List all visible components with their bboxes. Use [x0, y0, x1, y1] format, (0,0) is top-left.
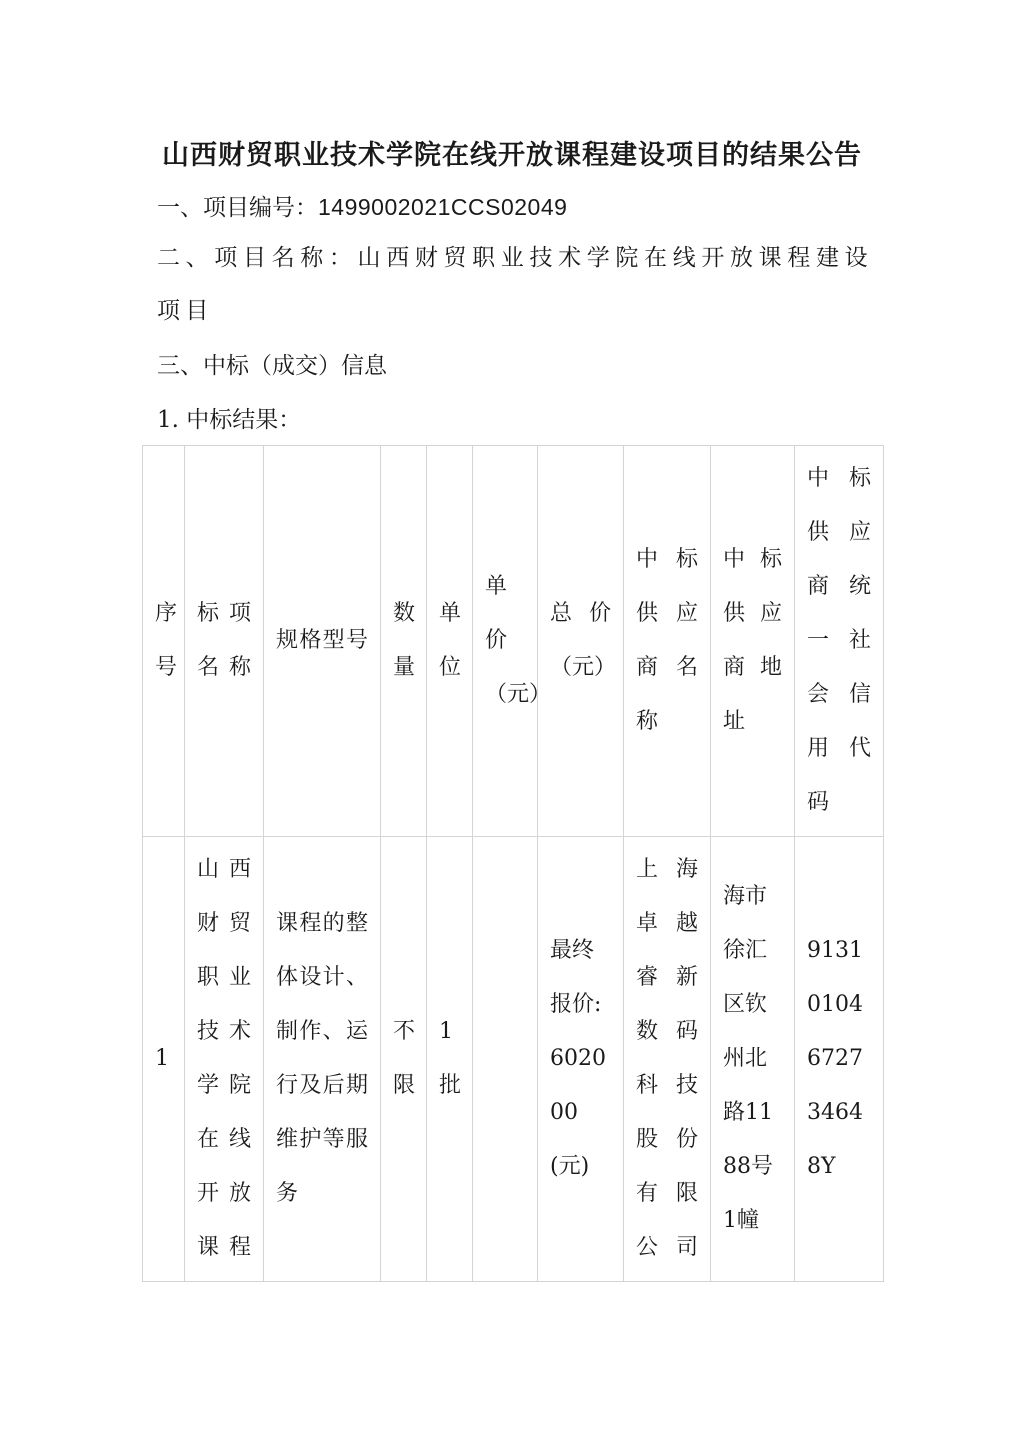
header-cell: 总价（元）	[538, 446, 624, 837]
cell-supplier-name: 上海卓越睿新数码科技股份有限公司	[624, 837, 711, 1282]
table-row	[143, 837, 884, 1282]
cell-credit-code: 91310104672734648Y	[795, 837, 884, 1282]
cell-total-price: 最终报价:602000(元)	[538, 837, 624, 1282]
cell-index: 1	[143, 837, 185, 1282]
project-number-value: 1499002021CCS02049	[318, 194, 568, 220]
header-cell: 数量	[381, 446, 427, 837]
project-name-line: 二、项目名称：山西财贸职业技术学院在线开放课程建设项目	[157, 245, 873, 324]
cell-spec: 课程的整体设计、制作、运行及后期维护等服务	[264, 837, 381, 1282]
header-cell: 中标供应商统一社会信用代码	[795, 446, 884, 837]
result-table	[142, 445, 884, 1282]
header-cell: 中标供应商地址	[711, 446, 795, 837]
result-label: 1. 中标结果：	[157, 407, 302, 433]
page-title: 山西财贸职业技术学院在线开放课程建设项目的结果公告	[162, 140, 862, 171]
project-number-label: 一、项目编号：	[157, 195, 318, 221]
header-cell: 规格型号	[264, 446, 381, 837]
section-three-heading: 三、中标（成交）信息	[157, 353, 387, 379]
project-number-line	[157, 192, 567, 223]
header-cell: 序号	[143, 446, 185, 837]
header-cell: 标项名称	[185, 446, 264, 837]
header-cell: 中标供应商名称	[624, 446, 711, 837]
header-cell: 单位	[427, 446, 473, 837]
cell-quantity: 不限	[381, 837, 427, 1282]
header-cell: 单价（元）	[473, 446, 538, 837]
cell-unit: 1批	[427, 837, 473, 1282]
table-header-row	[143, 446, 884, 837]
cell-unit-price	[473, 837, 538, 1282]
cell-supplier-address: 海市徐汇区钦州北路1188号1幢	[711, 837, 795, 1282]
cell-item-name: 山西财贸职业技术学院在线开放课程	[185, 837, 264, 1282]
